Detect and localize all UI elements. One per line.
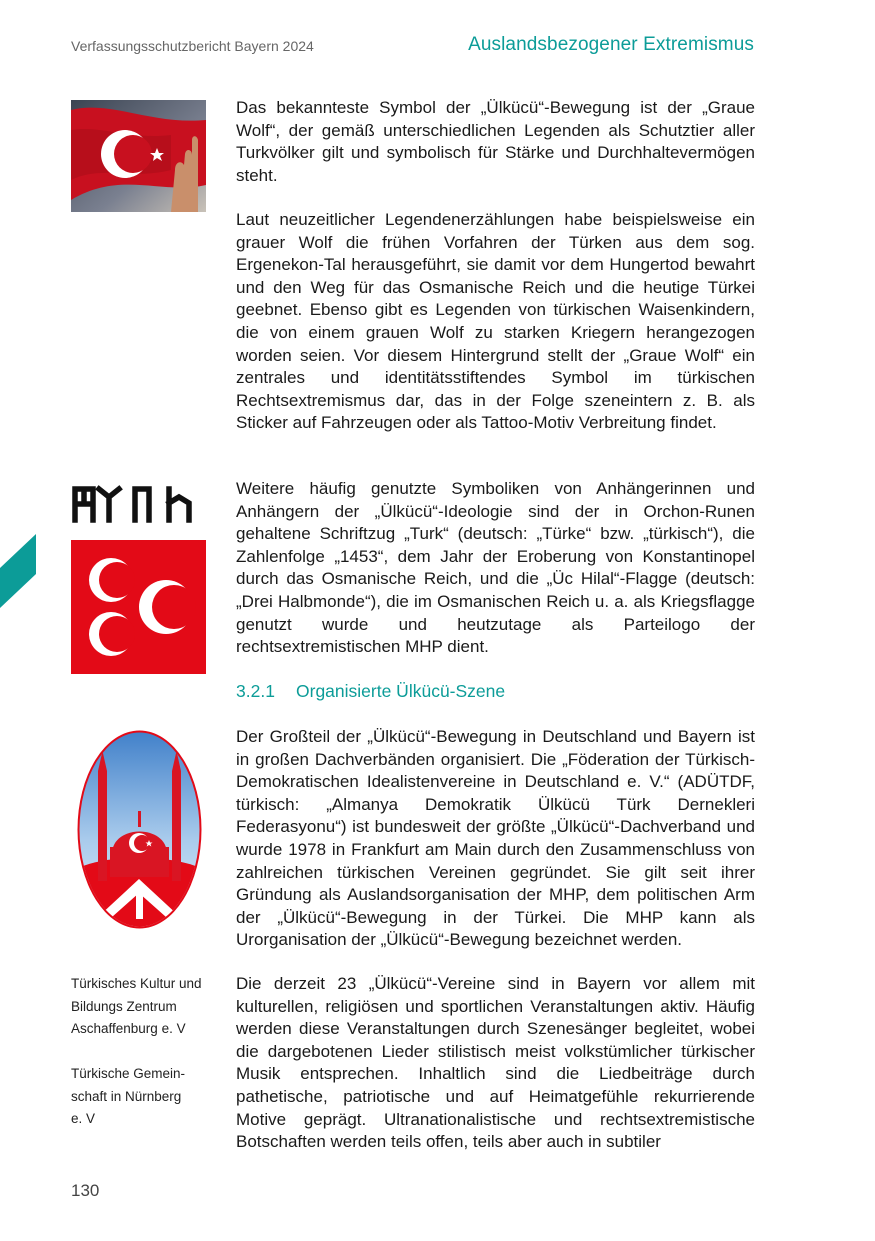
caption-line: Türkisches Kultur und: [71, 976, 202, 991]
paragraph-organisations: Der Großteil der „Ülkücü“-Bewegung in Deutschland und Bayern ist in großen Dachverbänden organisiert. Die „Föderation der Türkisch-Demokratischen Idealistenvereine in Deutschland e. V.“ (ADÜTDF, türkisch: „Almanya Demokratik Ülkücü Türk Dernekleri Federasyonu“) ist bundesweit der größte „Ülkücü“-Dachverband und wurde 1978 in Frankfurt am Main durch den Zusammenschluss von zahlreichen türkischen Vereinen gegründet. Sie gilt seit ihrer Gründung als Auslandsorganisation der MHP, dem politischen Arm der „Ülkücü“-Bewegung in der Türkei. Die MHP kann als Urorganisation der „Ülkücü“-Bewegung bezeichnet werden.: [236, 727, 755, 950]
page-number: 130: [71, 1181, 100, 1200]
turk-runes-image: [71, 485, 206, 523]
caption-nuernberg: [71, 1063, 185, 1131]
header-left: Verfassungsschutzbericht Bayern 2024: [71, 38, 314, 54]
mosque-logo-image: [76, 729, 203, 930]
paragraph-events: Die derzeit 23 „Ülkücü“-Vereine sind in Bayern vor allem mit kulturellen, religiösen und sportlichen Veranstaltungen aktiv. Häufig werden diese Veranstaltungen durch Szenesänger begleitet, wobei die dargebotenen Lieder stilistisch meist volkstümlicher türkischer Musik entsprechen. Inhaltlich sind die Liedbeiträge durch pathetische, patriotische und auf Heimatgefühle rekurrierende Motive geprägt. Ultranationalistische und rechtsextremistische Botschaften werden teils offen, teils aber auch in subtiler: [236, 974, 755, 1152]
caption-line: Türkische Gemein-: [71, 1066, 186, 1081]
subsection-heading: [236, 681, 505, 702]
uc-hilal-flag-image: [71, 540, 206, 674]
caption-line: schaft in Nürnberg: [71, 1088, 182, 1104]
caption-line: e. V: [71, 1111, 96, 1126]
paragraph-symbols: Weitere häufig genutzte Symboliken von Anhängerinnen und Anhängern der „Ülkücü“-Ideologie sind der in Orchon-Runen gehaltene Schriftzug „Turk“ (deutsch: „Türke“ bzw. „türkisch“), die Zahlenfolge „1453“, dem Jahr der Eroberung von Konstantinopel durch das Osmanische Reich, und die „Üc Hilal“-Flagge (deutsch: „Drei Halbmonde“), die im Osmanischen Reich u. a. als Kriegsflagge genutzt wurde und heutzutage als Parteilogo der rechtsextremistischen MHP dient.: [236, 479, 755, 657]
paragraph-legends: Laut neuzeitlicher Legendenerzählungen habe beispielsweise ein grauer Wolf die frühen Vorfahren der Türken aus dem sog. Ergenekon-Tal herausgeführt, sie damit vor dem Hungertod bewahrt und den Weg für das Osmanische Reich und die heutige Türkei geebnet. Ebenso gibt es Legenden von türkischen Waisenkindern, die von einem grauen Wolf zu starken Kriegern herangezogen worden seien. Vor diesem Hintergrund stellt der „Graue Wolf“ ein zentrales und identitätsstiftendes Symbol im türkischen Rechtsextremismus dar, das in der Folge szeneintern z. B. als Sticker auf Fahrzeugen oder als Tattoo-Motiv Verbreitung findet.: [236, 210, 755, 433]
side-tab-marker: [0, 534, 36, 608]
caption-line: Bildungs Zentrum: [71, 998, 177, 1014]
grey-wolf-flag-image: [71, 100, 206, 212]
caption-aschaffenburg: [71, 973, 202, 1041]
subsection-title: Organisierte Ülkücü-Szene: [296, 681, 506, 701]
header-section-title: Auslandsbezogener Extremismus: [468, 34, 754, 55]
paragraph-grey-wolf: Das bekannteste Symbol der „Ülkücü“-Bewegung ist der „Graue Wolf“, der gemäß unterschiedlichen Legenden als Schutztier aller Turkvölker gilt und symbolisch für Stärke und Durchhaltevermögen steht.: [236, 98, 755, 185]
subsection-number: 3.2.1: [236, 681, 275, 701]
caption-line: Aschaffenburg e. V: [71, 1021, 186, 1036]
